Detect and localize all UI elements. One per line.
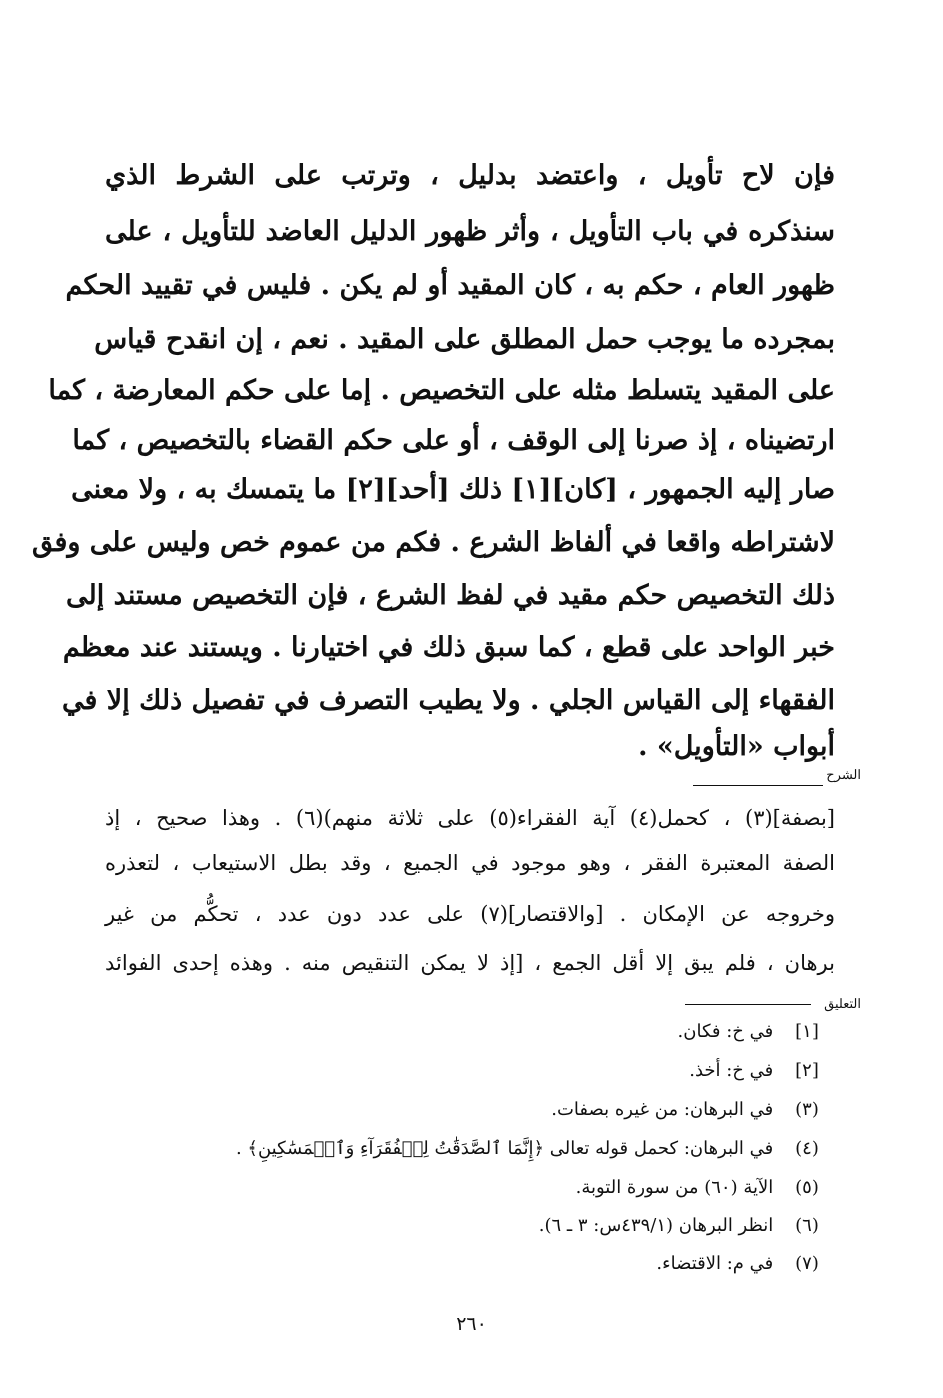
footnote-item: [105, 1092, 835, 1128]
main-text-line: ذلك التخصيص حكم مقيد في لفظ الشرع ، فإن التخصيص مستند إلى: [66, 580, 835, 611]
footnote-text: في م: الاقتضاء.: [656, 1253, 774, 1274]
footnote-text: الآية (٦٠) من سورة التوبة.: [575, 1177, 774, 1198]
taaliq-label: التعليق: [824, 997, 861, 1012]
main-text-line: على المقيد يتسلط مثله على التخصيص . إما على حكم المعارضة ، كما: [48, 375, 835, 406]
main-text-line: الفقهاء إلى القياس الجلي . ولا يطيب التصرف في تفصيل ذلك إلا في: [61, 685, 835, 716]
main-text-line: ارتضيناه ، إذ صرنا إلى الوقف ، أو على حكم القضاء بالتخصيص ، كما: [72, 425, 835, 456]
footnote-number: [١]: [795, 1021, 819, 1042]
main-text-line: فإن لاح تأويل ، واعتضد بدليل ، وترتب على الشرط الذي: [105, 160, 835, 191]
main-text-line: سنذكره في باب التأويل ، وأثر ظهور الدليل العاضد للتأويل ، على: [105, 216, 835, 247]
taaliq-divider: [685, 1004, 811, 1005]
main-text-line: خبر الواحد على قطع ، كما سبق ذلك في اختيارنا . ويستند عند معظم: [62, 632, 835, 663]
footnote-number: (٧): [795, 1253, 819, 1274]
footnote-item: [105, 1131, 835, 1167]
footnote-item: [105, 1208, 835, 1244]
footnote-text: في البرهان: كحمل قوله تعالى ﴿إِنَّمَا ٱلصَّدَقَٰتُ لِلۡفُقَرَآءِ وَٱلۡمَسَٰكِينِ﴾ .: [235, 1138, 774, 1159]
footnote-text: انظر البرهان (٤٣٩/١س: ٣ ـ ٦).: [538, 1215, 774, 1236]
sharh-text-line: الصفة المعتبرة الفقر ، وهو موجود في الجميع ، وقد بطل الاستيعاب ، لتعذره: [105, 851, 835, 875]
footnote-item: [105, 1053, 835, 1089]
main-text-line: بمجرده ما يوجب حمل المطلق على المقيد . نعم ، إن انقدح قياس: [94, 324, 835, 355]
footnote-number: [٢]: [795, 1060, 819, 1081]
page-number: ٢٦٠: [456, 1313, 487, 1335]
footnote-number: (٣): [795, 1099, 819, 1120]
footnote-number: (٤): [795, 1138, 819, 1159]
sharh-text-line: وخروجه عن الإمكان . [والاقتصار](٧) على عدد دون عدد ، تحكُّم من غير: [105, 902, 835, 926]
footnote-text: في البرهان: من غيره بصفات.: [551, 1099, 774, 1120]
footnote-text: في خ: أخذ.: [689, 1060, 774, 1081]
footnote-number: (٦): [795, 1215, 819, 1236]
sharh-text-line: [بصفة](٣) ، كحمل(٤) آية الفقراء(٥) على ثلاثة منهم)(٦) . وهذا صحيح ، إذ: [105, 806, 836, 830]
footnote-item: [105, 1246, 835, 1282]
sharh-label: الشرح: [826, 768, 861, 783]
sharh-text-line: برهان ، فلم يبق إلا أقل الجمع ، [إذ لا يمكن التنقيص منه . وهذه إحدى الفوائد: [105, 951, 835, 975]
main-text-line: صار إليه الجمهور ، [كان][١] ذلك [أحد][٢] ما يتمسك به ، ولا معنى: [71, 474, 835, 505]
main-text-line: ظهور العام ، حكم به ، كان المقيد أو لم يكن . فليس في تقييد الحكم: [65, 270, 835, 301]
main-text-line: لاشتراطه واقعا في ألفاظ الشرع . فكم من عموم خص وليس على وفق: [31, 527, 835, 558]
footnote-item: [105, 1170, 835, 1206]
main-text-line: أبواب «التأويل» .: [638, 731, 835, 762]
footnote-item: [105, 1014, 835, 1050]
footnote-number: (٥): [795, 1177, 819, 1198]
sharh-divider: [693, 785, 823, 786]
footnote-text: في خ: فكان.: [677, 1021, 774, 1042]
